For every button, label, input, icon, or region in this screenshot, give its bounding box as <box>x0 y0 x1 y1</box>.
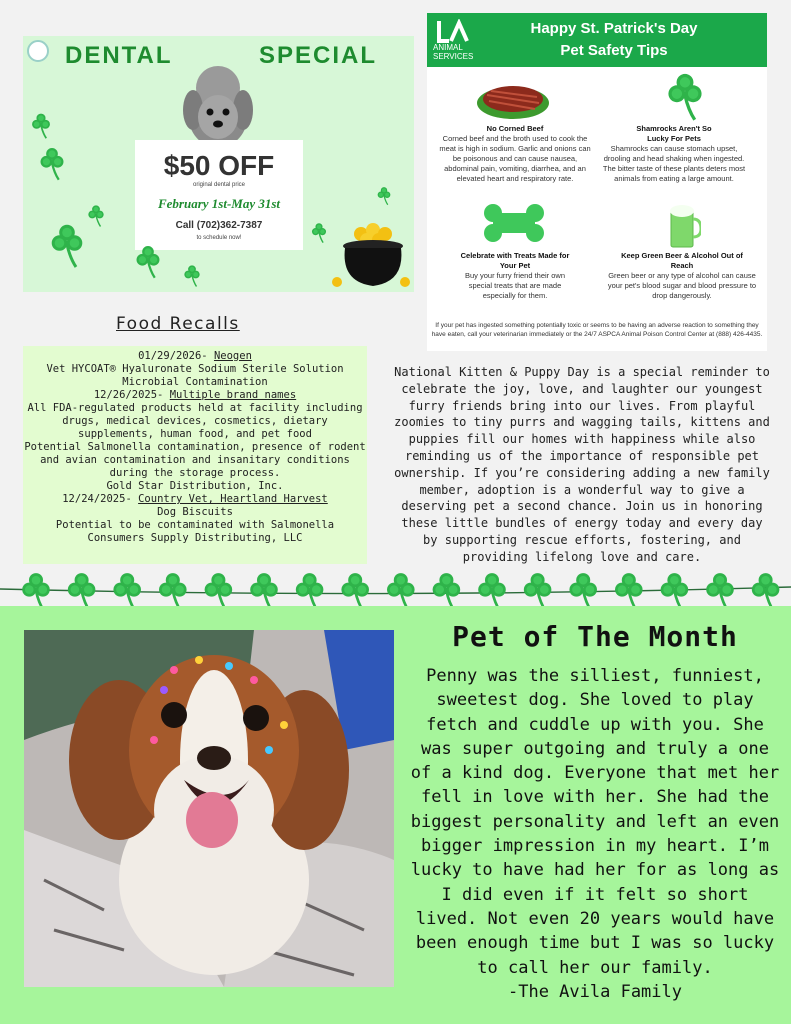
shamrock-icon <box>309 222 329 244</box>
tip-treats: Celebrate with Treats Made for Your Pet Buy your furry friend their own special treats that are made especially for them. <box>460 251 570 300</box>
clinic-logo <box>27 40 49 62</box>
org-name: ANIMAL SERVICES <box>433 43 474 61</box>
tip-corned-beef: No Corned Beef Corned beef and the broth used to cook the meat is high in sodium. Garlic and onions can be poisonous and can cause nausea, abdominal pain, vomiting, diarrhea, and an elevated heart and respiratory rate. <box>439 124 591 183</box>
recall-entry: 12/26/2025- Multiple brand names All FDA-regulated products held at facility including drugs, medical devices, cosmetics, dietary supplements, human food, and pet food Potential Salmonella contamination, presence of rodent and avian contamination and insanitary conditions during the storage process. Gold Star Distribution, Inc. <box>24 389 366 492</box>
tips-banner <box>427 13 767 67</box>
recall-entry: 01/29/2026- Neogen Vet HYCOAT® Hyaluronate Sodium Sterile Solution Microbial Contamination <box>46 350 344 388</box>
shamrock-icon <box>29 112 53 140</box>
offer-amount: $50 OFF <box>163 150 275 181</box>
shamrock-icon <box>35 146 69 182</box>
kitten-puppy-day-paragraph: National Kitten & Puppy Day is a special reminder to celebrate the joy, love, and laughter our youngest furry friends bring into our lives. From playful zoomies to tiny purrs and wagging tails, kittens and puppies fill our homes with happiness while also reminding us of the importance of responsible pet ownership. If you’re considering adding a new family member, adoption is a wonderful way to give a deserving pet a second chance. Join us in honoring these little bundles of energy today and every day by supporting rescue efforts, fostering, and providing lifelong love and care. <box>394 365 770 564</box>
poison-control-note: If your pet has ingested something potentially toxic or seems to be having an adverse reaction to something they have eaten, call your veterinarian immediately or the 24/7 ASPCA Animal Poison Control Center at (888) 426-4435. <box>431 322 763 338</box>
recall-brand-link[interactable]: Multiple brand names <box>169 389 297 401</box>
st-patricks-tips <box>427 13 767 351</box>
pet-of-the-month-section <box>0 606 791 1024</box>
pet-photo <box>24 630 394 987</box>
food-recalls-list <box>23 346 367 564</box>
animal-services-logo-icon <box>435 19 471 43</box>
recall-brand-link[interactable]: Country Vet, Heartland Harvest <box>138 493 328 505</box>
special-heading: SPECIAL <box>259 42 378 69</box>
dog-bone-icon <box>483 203 545 243</box>
green-beer-icon <box>667 201 701 249</box>
schedule-note: to schedule now! <box>196 235 242 241</box>
shamrock-icon <box>181 264 203 288</box>
pot-of-gold-icon <box>331 212 411 290</box>
tip-shamrocks: Shamrocks Aren't So Lucky For Pets Shamrocks can cause stomach upset, drooling and head shaking when ingested. The bitter taste of these plants deters most animals from eating a large amount. <box>602 124 746 183</box>
offer-note: original dental price <box>192 182 246 188</box>
phone-number: Call (702)362-7387 <box>175 220 263 231</box>
pet-of-the-month-title: Pet of The Month <box>452 620 738 653</box>
recall-brand-link[interactable]: Neogen <box>213 350 252 362</box>
offer-dates: February 1st-May 31st <box>157 196 281 211</box>
shamrock-icon <box>45 222 89 270</box>
shamrock-icon <box>131 244 165 280</box>
food-recalls-title: Food Recalls <box>116 314 240 334</box>
dental-special-ad <box>23 36 414 292</box>
story-signature: -The Avila Family <box>508 981 682 1002</box>
shamrock-icon <box>663 71 707 123</box>
shamrock-icon <box>375 186 393 206</box>
dental-heading: DENTAL <box>65 42 173 69</box>
offer-card <box>135 140 303 250</box>
corned-beef-icon <box>475 73 551 123</box>
tips-title: Happy St. Patrick's Day Pet Safety Tips <box>530 20 698 59</box>
recall-entry: 12/24/2025- Country Vet, Heartland Harvest Dog Biscuits Potential to be contaminated with Salmonella Consumers Supply Distributing, LLC <box>55 493 335 544</box>
tip-green-beer: Keep Green Beer & Alcohol Out of Reach Green beer or any type of alcohol can cause your pet's blood sugar and blood pressure to drop dangerously. <box>607 251 757 300</box>
pet-of-the-month-story: Penny was the silliest, funniest, sweetest dog. She loved to play fetch and cuddle up with you. She was super outgoing and truly a one of a kind dog. Everyone that met her fell in love with her. She had the biggest personality and left an even bigger impression in my heart. I’m lucky to have had her for as long as I did even if it felt so short lived. Not even 20 years would have been enough time but I was so lucky to call her our family. -The Avila Family <box>410 664 780 1004</box>
